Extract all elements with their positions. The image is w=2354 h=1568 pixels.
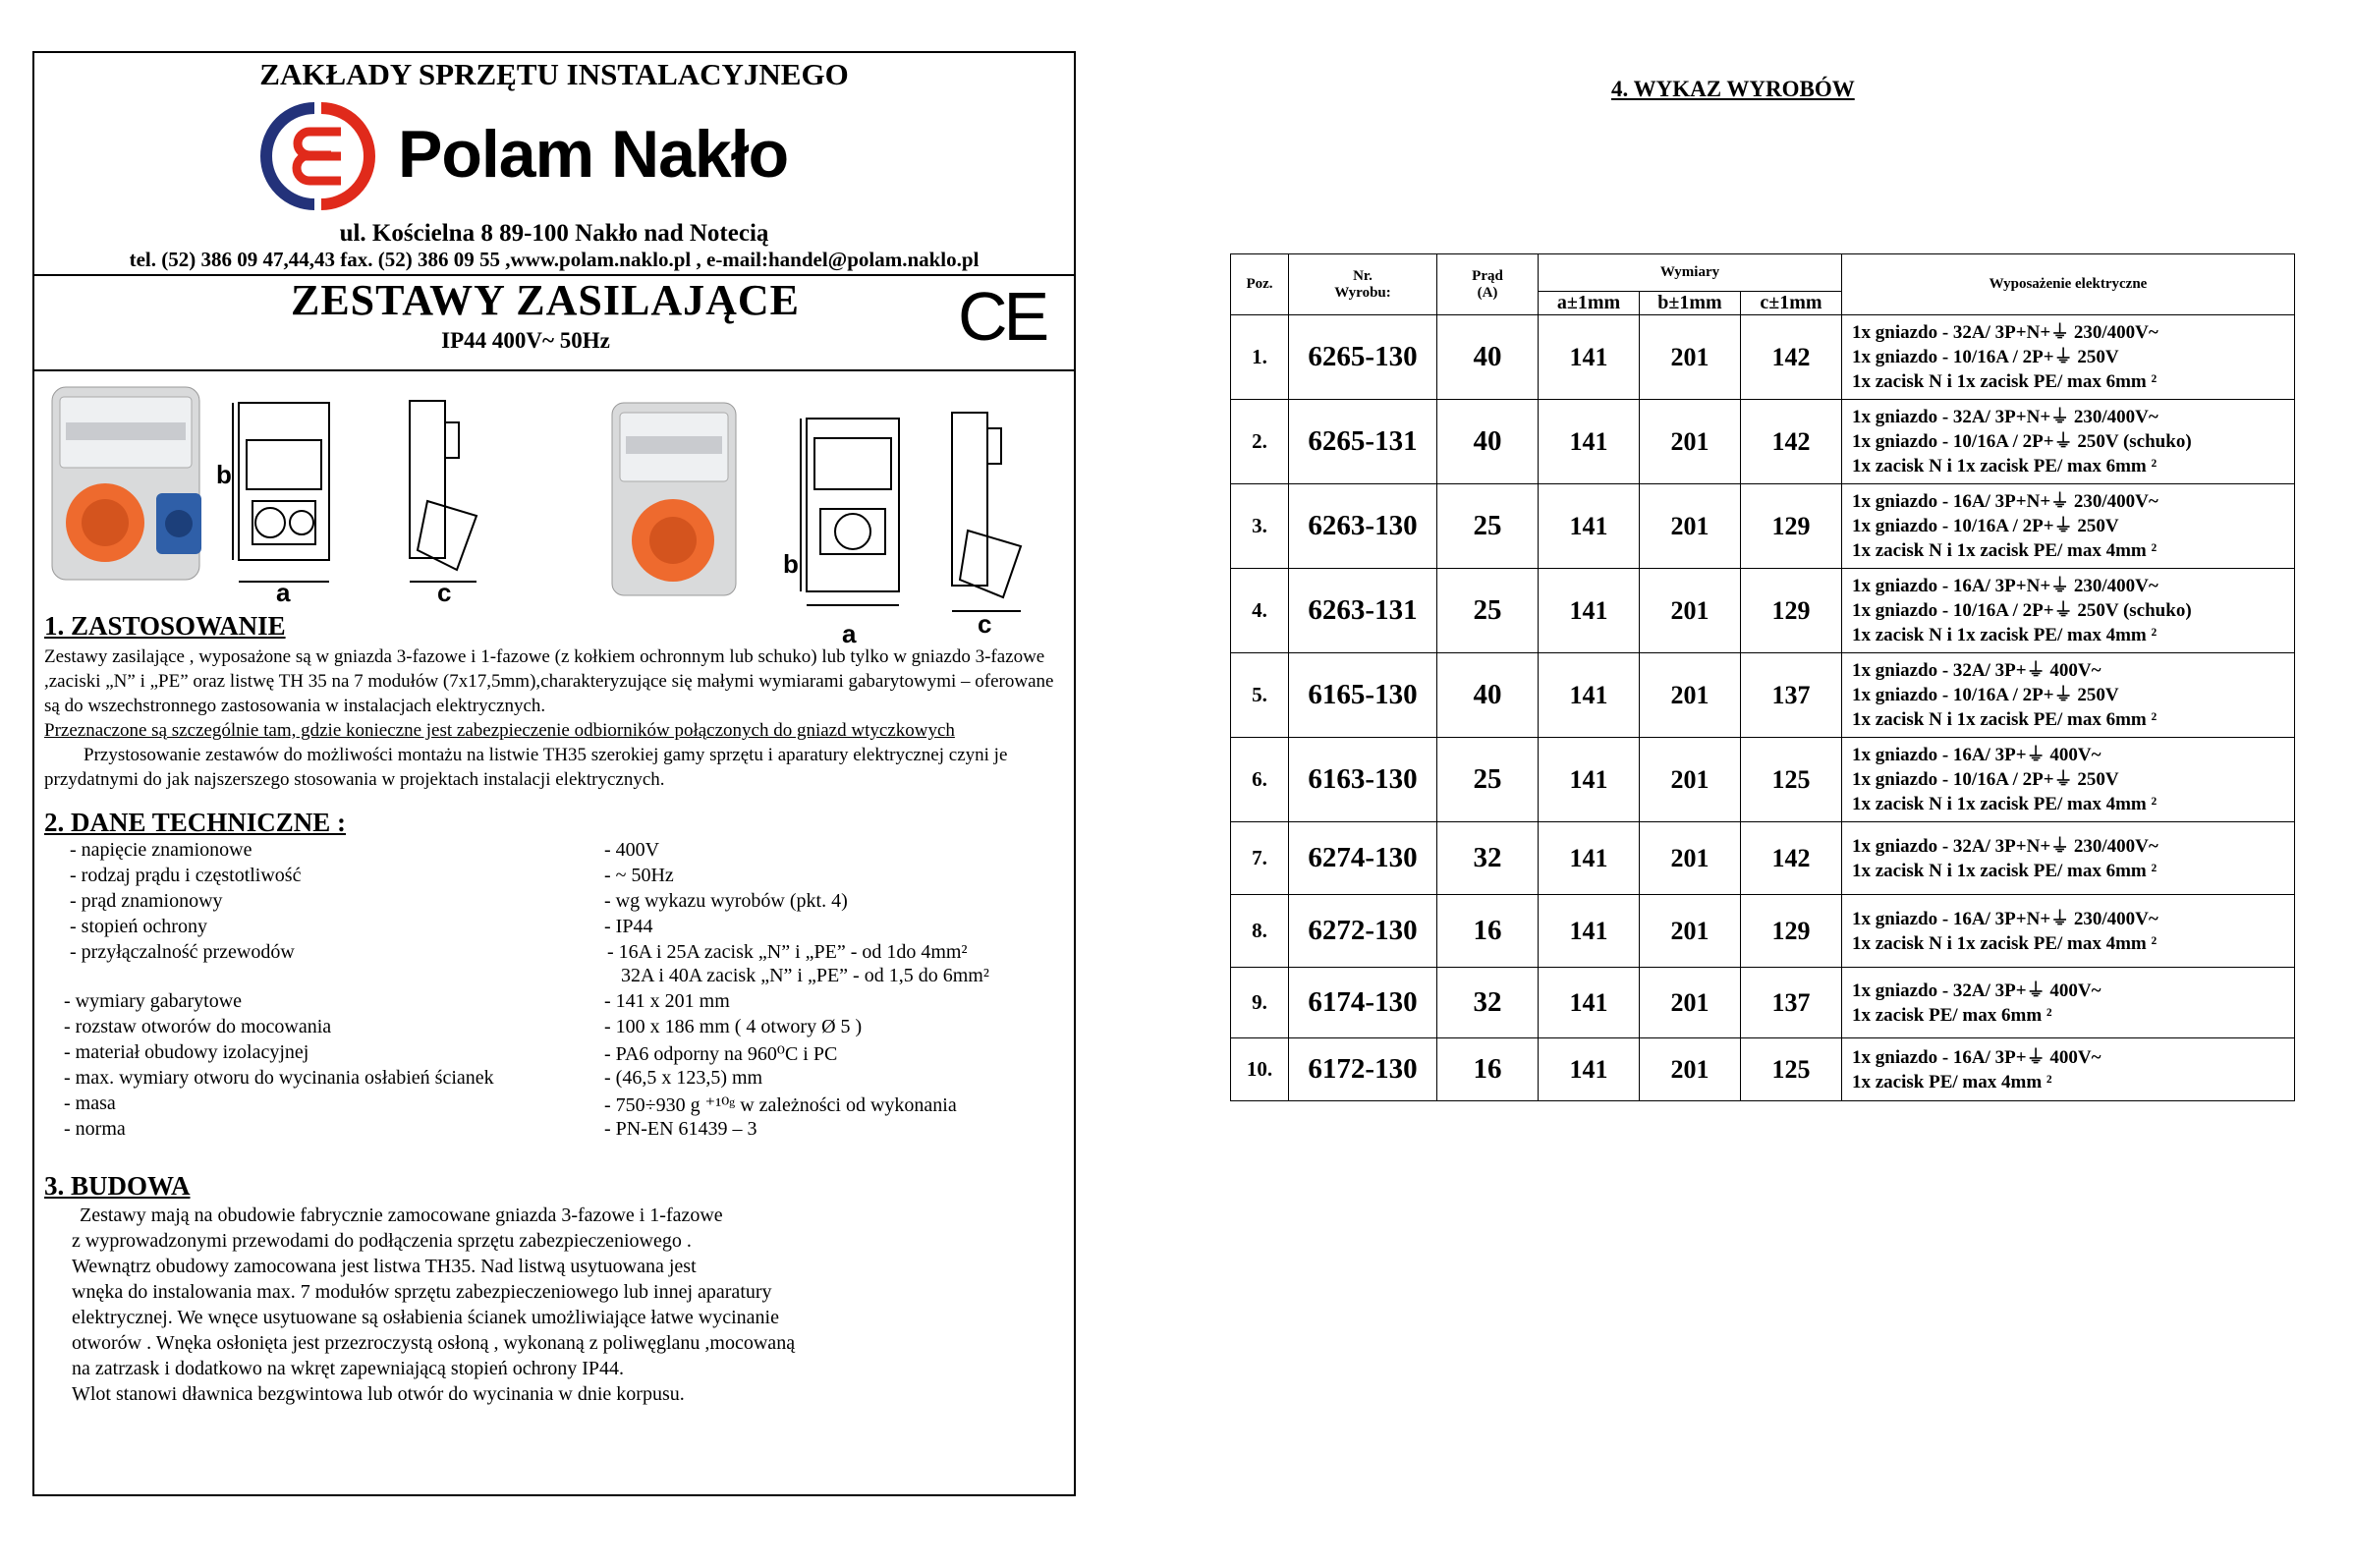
cell-dim-a: 141 bbox=[1539, 569, 1640, 653]
tech-data-value: - 16A i 25A zacisk „N” i „PE” - od 1do 4mm² bbox=[607, 941, 968, 963]
equipment-line: 1x gniazdo - 32A/ 3P+⏚ 400V~ bbox=[1852, 660, 2102, 681]
divider bbox=[34, 369, 1074, 371]
side-drawing-1 bbox=[410, 401, 476, 582]
section-3-line: Wlot stanowi dławnica bezgwintowa lub otwór do wycinania w dnie korpusu. bbox=[72, 1383, 685, 1405]
cell-poz: 8. bbox=[1231, 895, 1289, 968]
equipment-line: 1x zacisk N i 1x zacisk PE/ max 6mm ² bbox=[1852, 709, 2158, 730]
section-3-line: elektrycznej. We wnęce usytuowane są osłabienia ścianek umożliwiające łatwe wycinanie bbox=[72, 1307, 779, 1328]
tech-data-value: - 100 x 186 mm ( 4 otwory Ø 5 ) bbox=[604, 1016, 863, 1037]
cell-product-number: 6174-130 bbox=[1289, 968, 1437, 1038]
equipment-line: 1x gniazdo - 10/16A / 2P+⏚ 250V bbox=[1852, 685, 2119, 705]
cell-current: 16 bbox=[1437, 895, 1539, 968]
front-drawing-2 bbox=[801, 419, 899, 605]
section-1-note: Przeznaczone są szczególnie tam, gdzie konieczne jest zabezpieczenie odbiorników połączonych do gniazd wtyczkowych bbox=[44, 720, 955, 741]
cell-poz: 4. bbox=[1231, 569, 1289, 653]
cell-dim-b: 201 bbox=[1640, 484, 1741, 569]
equipment-line: 1x gniazdo - 10/16A / 2P+⏚ 250V (schuko) bbox=[1852, 431, 2192, 452]
cell-dim-c: 142 bbox=[1741, 822, 1842, 895]
cell-dim-a: 141 bbox=[1539, 400, 1640, 484]
section-2-title: 2. DANE TECHNICZNE : bbox=[44, 808, 347, 837]
cell-product-number: 6163-130 bbox=[1289, 738, 1437, 822]
table-row bbox=[1231, 968, 2295, 1038]
equipment-line: 1x gniazdo - 16A/ 3P+N+⏚ 230/400V~ bbox=[1852, 576, 2158, 596]
tech-data-label: - max. wymiary otworu do wycinania osłabień ścianek bbox=[64, 1067, 494, 1089]
dimension-label-a: a bbox=[276, 578, 291, 607]
section-3-line: Wewnątrz obudowy zamocowana jest listwa TH35. Nad listwą usytuowana jest bbox=[72, 1256, 697, 1277]
cell-equipment bbox=[1842, 315, 2295, 400]
tech-data-label: - materiał obudowy izolacyjnej bbox=[64, 1041, 309, 1063]
cell-equipment bbox=[1842, 1038, 2295, 1101]
equipment-line: 1x gniazdo - 32A/ 3P+N+⏚ 230/400V~ bbox=[1852, 835, 2158, 857]
cell-dim-c: 137 bbox=[1741, 968, 1842, 1038]
tech-data-label: - prąd znamionowy bbox=[70, 890, 223, 912]
tech-data-value: - wg wykazu wyrobów (pkt. 4) bbox=[604, 890, 848, 912]
equipment-line: 1x zacisk PE/ max 4mm ² bbox=[1852, 1071, 2052, 1092]
polam-logo-icon bbox=[260, 102, 378, 210]
cell-dim-b: 201 bbox=[1640, 400, 1741, 484]
tech-data-label: - przyłączalność przewodów bbox=[70, 941, 295, 963]
cell-current: 25 bbox=[1437, 484, 1539, 569]
cell-product-number: 6165-130 bbox=[1289, 653, 1437, 738]
cell-current: 40 bbox=[1437, 315, 1539, 400]
dimension-label-a2: a bbox=[842, 619, 857, 648]
tech-data-label: - stopień ochrony bbox=[70, 916, 207, 937]
table-row bbox=[1231, 738, 2295, 822]
header-prad: Prąd (A) bbox=[1437, 254, 1539, 315]
tech-data-value: - PA6 odporny na 960⁰C i PC bbox=[604, 1043, 838, 1065]
cell-dim-a: 141 bbox=[1539, 653, 1640, 738]
tech-data-value: - PN-EN 61439 – 3 bbox=[604, 1118, 757, 1140]
dimension-label-c: c bbox=[437, 578, 452, 607]
table-row bbox=[1231, 484, 2295, 569]
company-address: ul. Kościelna 8 89-100 Nakło nad Notecią bbox=[339, 220, 769, 247]
equipment-line: 1x gniazdo - 16A/ 3P+⏚ 400V~ bbox=[1852, 1046, 2102, 1068]
cell-poz: 7. bbox=[1231, 822, 1289, 895]
cell-current: 32 bbox=[1437, 968, 1539, 1038]
cell-dim-c: 125 bbox=[1741, 738, 1842, 822]
cell-poz: 5. bbox=[1231, 653, 1289, 738]
cell-product-number: 6274-130 bbox=[1289, 822, 1437, 895]
cell-dim-c: 142 bbox=[1741, 315, 1842, 400]
dimension-label-c2: c bbox=[978, 609, 992, 639]
cell-dim-a: 141 bbox=[1539, 315, 1640, 400]
header-nr: Nr. Wyrobu: bbox=[1289, 254, 1437, 315]
table-row bbox=[1231, 653, 2295, 738]
cell-equipment bbox=[1842, 569, 2295, 653]
side-drawing-2 bbox=[952, 413, 1021, 611]
tech-data-value: - ~ 50Hz bbox=[604, 865, 674, 886]
cell-dim-b: 201 bbox=[1640, 738, 1741, 822]
cell-current: 25 bbox=[1437, 738, 1539, 822]
cell-equipment bbox=[1842, 484, 2295, 569]
cell-current: 40 bbox=[1437, 653, 1539, 738]
cell-product-number: 6272-130 bbox=[1289, 895, 1437, 968]
logo-text: Polam Nakło bbox=[398, 117, 789, 192]
cell-dim-b: 201 bbox=[1640, 895, 1741, 968]
equipment-line: 1x zacisk N i 1x zacisk PE/ max 4mm ² bbox=[1852, 932, 2158, 954]
table-row bbox=[1231, 895, 2295, 968]
cell-dim-c: 129 bbox=[1741, 895, 1842, 968]
cell-equipment bbox=[1842, 400, 2295, 484]
cell-poz: 10. bbox=[1231, 1038, 1289, 1101]
equipment-line: 1x zacisk N i 1x zacisk PE/ max 4mm ² bbox=[1852, 540, 2158, 561]
equipment-line: 1x gniazdo - 32A/ 3P+N+⏚ 230/400V~ bbox=[1852, 407, 2158, 427]
cell-dim-c: 125 bbox=[1741, 1038, 1842, 1101]
tech-data-value: - IP44 bbox=[604, 916, 653, 937]
equipment-line: 1x gniazdo - 32A/ 3P+⏚ 400V~ bbox=[1852, 980, 2102, 1001]
header-wymiary: Wymiary bbox=[1539, 254, 1842, 292]
section-3-line: otworów . Wnęka osłonięta jest przezroczystą osłoną , wykonaną z poliwęglanu ,mocowaną bbox=[72, 1332, 796, 1354]
tech-data-label: - norma bbox=[64, 1118, 126, 1140]
table-row bbox=[1231, 569, 2295, 653]
equipment-line: 1x gniazdo - 16A/ 3P+N+⏚ 230/400V~ bbox=[1852, 908, 2158, 929]
product-photo-1 bbox=[52, 387, 201, 580]
equipment-line: 1x gniazdo - 10/16A / 2P+⏚ 250V bbox=[1852, 516, 2119, 536]
cell-product-number: 6263-131 bbox=[1289, 569, 1437, 653]
dimension-label-b2: b bbox=[783, 549, 799, 579]
cell-equipment bbox=[1842, 895, 2295, 968]
section-3-line: Zestawy mają na obudowie fabrycznie zamocowane gniazda 3-fazowe i 1-fazowe bbox=[80, 1204, 723, 1226]
section-1-paragraph-2: Przystosowanie zestawów do możliwości montażu na listwie TH35 szerokiej gamy sprzętu i aparatury elektrycznej czyni je przydatnymi do jak najszerszego stosowania w projektach instalacji elektrycznych. bbox=[44, 745, 1008, 790]
company-contact: tel. (52) 386 09 47,44,43 fax. (52) 386 09 55 ,www.polam.naklo.pl , e-mail:handel@polam.naklo.pl bbox=[129, 248, 980, 271]
cell-equipment bbox=[1842, 653, 2295, 738]
section-3-line: wnęka do instalowania max. 7 modułów sprzętu zabezpieczeniowego lub innej aparatury bbox=[72, 1281, 772, 1303]
cell-dim-b: 201 bbox=[1640, 1038, 1741, 1101]
left-page-frame bbox=[32, 51, 1076, 1496]
header-dim-c: c±1mm bbox=[1741, 292, 1842, 315]
tech-data-value: - 750÷930 g ⁺¹⁰ᵍ w zależności od wykonania bbox=[604, 1094, 957, 1116]
cell-dim-c: 142 bbox=[1741, 400, 1842, 484]
cell-poz: 3. bbox=[1231, 484, 1289, 569]
tech-data-label: - wymiary gabarytowe bbox=[64, 990, 243, 1012]
polam-logo bbox=[260, 102, 850, 210]
dimension-label-b: b bbox=[216, 460, 232, 489]
company-name: ZAKŁADY SPRZĘTU INSTALACYJNEGO bbox=[259, 57, 849, 91]
table-row bbox=[1231, 315, 2295, 400]
equipment-line: 1x zacisk PE/ max 6mm ² bbox=[1852, 1004, 2052, 1026]
cell-dim-a: 141 bbox=[1539, 738, 1640, 822]
cell-poz: 2. bbox=[1231, 400, 1289, 484]
cell-dim-b: 201 bbox=[1640, 315, 1741, 400]
cell-equipment bbox=[1842, 968, 2295, 1038]
tech-data-label: - rozstaw otworów do mocowania bbox=[64, 1016, 332, 1037]
cell-current: 32 bbox=[1437, 822, 1539, 895]
section-1-title: 1. ZASTOSOWANIE bbox=[44, 611, 286, 641]
cell-dim-b: 201 bbox=[1640, 968, 1741, 1038]
table-row bbox=[1231, 822, 2295, 895]
product-list-body bbox=[1231, 315, 2295, 1101]
cell-dim-a: 141 bbox=[1539, 895, 1640, 968]
section-1-paragraph: Zestawy zasilające , wyposażone są w gniazda 3-fazowe i 1-fazowe (z kołkiem ochronnym lub schuko) lub tylko w gniazdo 3-fazowe ,zaciski „N” i „PE” oraz listwę TH 35 na 7 modułów (7x17,5mm),charakteryzujące się małymi wymiarami gabarytowymi – oferowane są do wszechstronnego zastosowania w instalacjach elektrycznych. bbox=[44, 646, 1054, 716]
cell-equipment bbox=[1842, 738, 2295, 822]
section-3-line: na zatrzask i dodatkowo na wkręt zapewniającą stopień ochrony IP44. bbox=[72, 1358, 625, 1379]
header-wyposazenie: Wyposażenie elektryczne bbox=[1842, 254, 2295, 315]
table-row bbox=[1231, 400, 2295, 484]
header-dim-a: a±1mm bbox=[1539, 292, 1640, 315]
ce-mark: CE bbox=[958, 278, 1046, 355]
section-3-line: z wyprowadzonymi przewodami do podłączenia sprzętu zabezpieczeniowego . bbox=[72, 1230, 692, 1252]
equipment-line: 1x zacisk N i 1x zacisk PE/ max 4mm ² bbox=[1852, 625, 2158, 645]
tech-data-label: - rodzaj prądu i częstotliwość bbox=[70, 865, 302, 886]
section-3-title: 3. BUDOWA bbox=[44, 1171, 191, 1201]
tech-data-value: 32A i 40A zacisk „N” i „PE” - od 1,5 do 6mm² bbox=[621, 965, 989, 986]
cell-poz: 9. bbox=[1231, 968, 1289, 1038]
equipment-line: 1x gniazdo - 16A/ 3P+⏚ 400V~ bbox=[1852, 745, 2102, 765]
cell-poz: 1. bbox=[1231, 315, 1289, 400]
cell-product-number: 6263-130 bbox=[1289, 484, 1437, 569]
product-title: ZESTAWY ZASILAJĄCE bbox=[290, 276, 801, 324]
cell-current: 40 bbox=[1437, 400, 1539, 484]
cell-dim-a: 141 bbox=[1539, 968, 1640, 1038]
equipment-line: 1x zacisk N i 1x zacisk PE/ max 6mm ² bbox=[1852, 456, 2158, 476]
product-subtitle: IP44 400V~ 50Hz bbox=[441, 328, 610, 353]
tech-data-value: - 141 x 201 mm bbox=[604, 990, 730, 1012]
header-dim-b: b±1mm bbox=[1640, 292, 1741, 315]
tech-data-label: - napięcie znamionowe bbox=[70, 839, 252, 861]
section-3-text bbox=[72, 1203, 1093, 1407]
equipment-line: 1x gniazdo - 10/16A / 2P+⏚ 250V (schuko) bbox=[1852, 600, 2192, 621]
product-photo-2 bbox=[612, 403, 736, 595]
table-row bbox=[1231, 1038, 2295, 1101]
cell-product-number: 6172-130 bbox=[1289, 1038, 1437, 1101]
front-drawing-1 bbox=[233, 403, 329, 582]
cell-dim-b: 201 bbox=[1640, 822, 1741, 895]
product-list-table bbox=[1230, 253, 2295, 1101]
cell-dim-a: 141 bbox=[1539, 484, 1640, 569]
cell-current: 16 bbox=[1437, 1038, 1539, 1101]
cell-dim-a: 141 bbox=[1539, 1038, 1640, 1101]
cell-dim-a: 141 bbox=[1539, 822, 1640, 895]
equipment-line: 1x gniazdo - 32A/ 3P+N+⏚ 230/400V~ bbox=[1852, 322, 2158, 343]
cell-dim-b: 201 bbox=[1640, 569, 1741, 653]
cell-product-number: 6265-130 bbox=[1289, 315, 1437, 400]
section-4-title: 4. WYKAZ WYROBÓW bbox=[1611, 77, 1855, 101]
cell-poz: 6. bbox=[1231, 738, 1289, 822]
equipment-line: 1x zacisk N i 1x zacisk PE/ max 6mm ² bbox=[1852, 371, 2158, 392]
cell-dim-c: 129 bbox=[1741, 569, 1842, 653]
cell-dim-c: 129 bbox=[1741, 484, 1842, 569]
cell-dim-b: 201 bbox=[1640, 653, 1741, 738]
equipment-line: 1x zacisk N i 1x zacisk PE/ max 4mm ² bbox=[1852, 794, 2158, 814]
equipment-line: 1x gniazdo - 10/16A / 2P+⏚ 250V bbox=[1852, 347, 2119, 367]
cell-current: 25 bbox=[1437, 569, 1539, 653]
tech-data-value: - (46,5 x 123,5) mm bbox=[604, 1067, 763, 1089]
section-1-text bbox=[44, 644, 1066, 792]
tech-data-label: - masa bbox=[64, 1092, 116, 1114]
equipment-line: 1x zacisk N i 1x zacisk PE/ max 6mm ² bbox=[1852, 860, 2158, 881]
tech-data-value: - 400V bbox=[604, 839, 660, 861]
cell-equipment bbox=[1842, 822, 2295, 895]
header-poz: Poz. bbox=[1231, 254, 1289, 315]
cell-dim-c: 137 bbox=[1741, 653, 1842, 738]
equipment-line: 1x gniazdo - 10/16A / 2P+⏚ 250V bbox=[1852, 769, 2119, 790]
cell-product-number: 6265-131 bbox=[1289, 400, 1437, 484]
equipment-line: 1x gniazdo - 16A/ 3P+N+⏚ 230/400V~ bbox=[1852, 491, 2158, 512]
